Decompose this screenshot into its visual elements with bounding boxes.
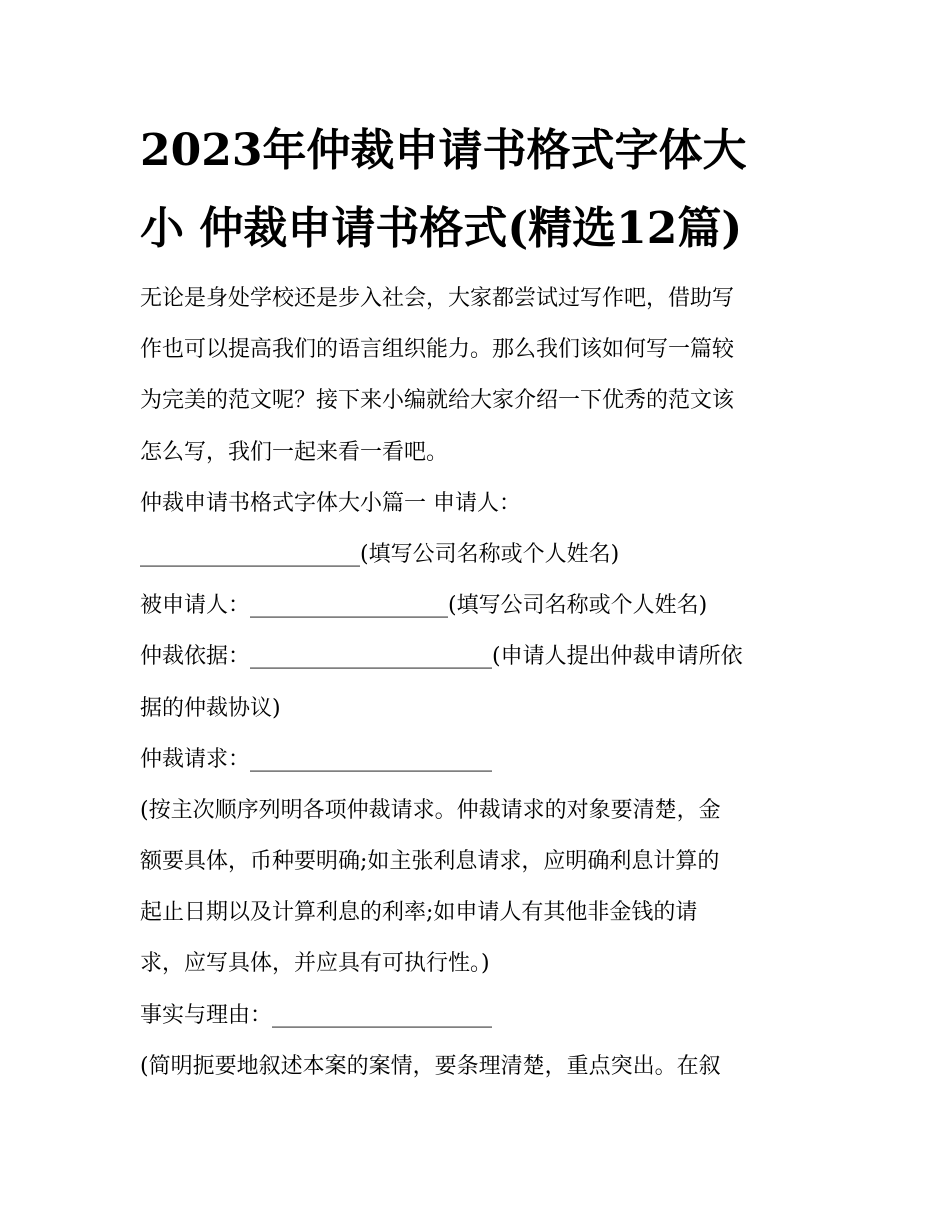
respondent-line: 被申请人：__________________(填写公司名称或个人姓名) [140,593,708,619]
title-line-2: 小 仲裁申请书格式(精选12篇) [140,203,743,254]
facts-reasons-line: 事实与理由：____________________ [140,1002,493,1028]
facts-note-line-1: (简明扼要地叙述本案的案情，要条理清楚，重点突出。在叙 [140,1053,721,1079]
arbitration-basis-line-2: 据的仲裁协议) [140,695,281,721]
intro-line-2: 作也可以提高我们的语言组织能力。那么我们该如何写一篇较 [140,337,735,363]
title-line-1: 2023年仲裁申请书格式字体大 [140,125,747,176]
claim-note-line-1: (按主次顺序列明各项仲裁请求。仲裁请求的对象要清楚，金 [140,797,721,823]
intro-line-3: 为完美的范文呢？接下来小编就给大家介绍一下优秀的范文该 [140,388,735,414]
intro-line-1: 无论是身处学校还是步入社会，大家都尝试过写作吧，借助写 [140,286,735,311]
arbitration-claim-line: 仲裁请求：______________________ [140,746,493,772]
intro-line-4: 怎么写，我们一起来看一看吧。 [140,439,449,465]
document-body [140,273,820,1092]
applicant-blank-line: ____________________(填写公司名称或个人姓名) [140,541,620,567]
document-title [140,112,820,268]
arbitration-basis-line-1: 仲裁依据：______________________(申请人提出仲裁申请所依 [140,644,743,670]
claim-note-line-3: 起止日期以及计算利息的利率;如申请人有其他非金钱的请 [140,900,698,926]
claim-note-line-4: 求，应写具体，并应具有可执行性。) [140,951,490,977]
claim-note-line-2: 额要具体，币种要明确;如主张利息请求，应明确利息计算的 [140,849,720,875]
section-heading-applicant: 仲裁申请书格式字体大小篇一 申请人： [140,490,521,516]
